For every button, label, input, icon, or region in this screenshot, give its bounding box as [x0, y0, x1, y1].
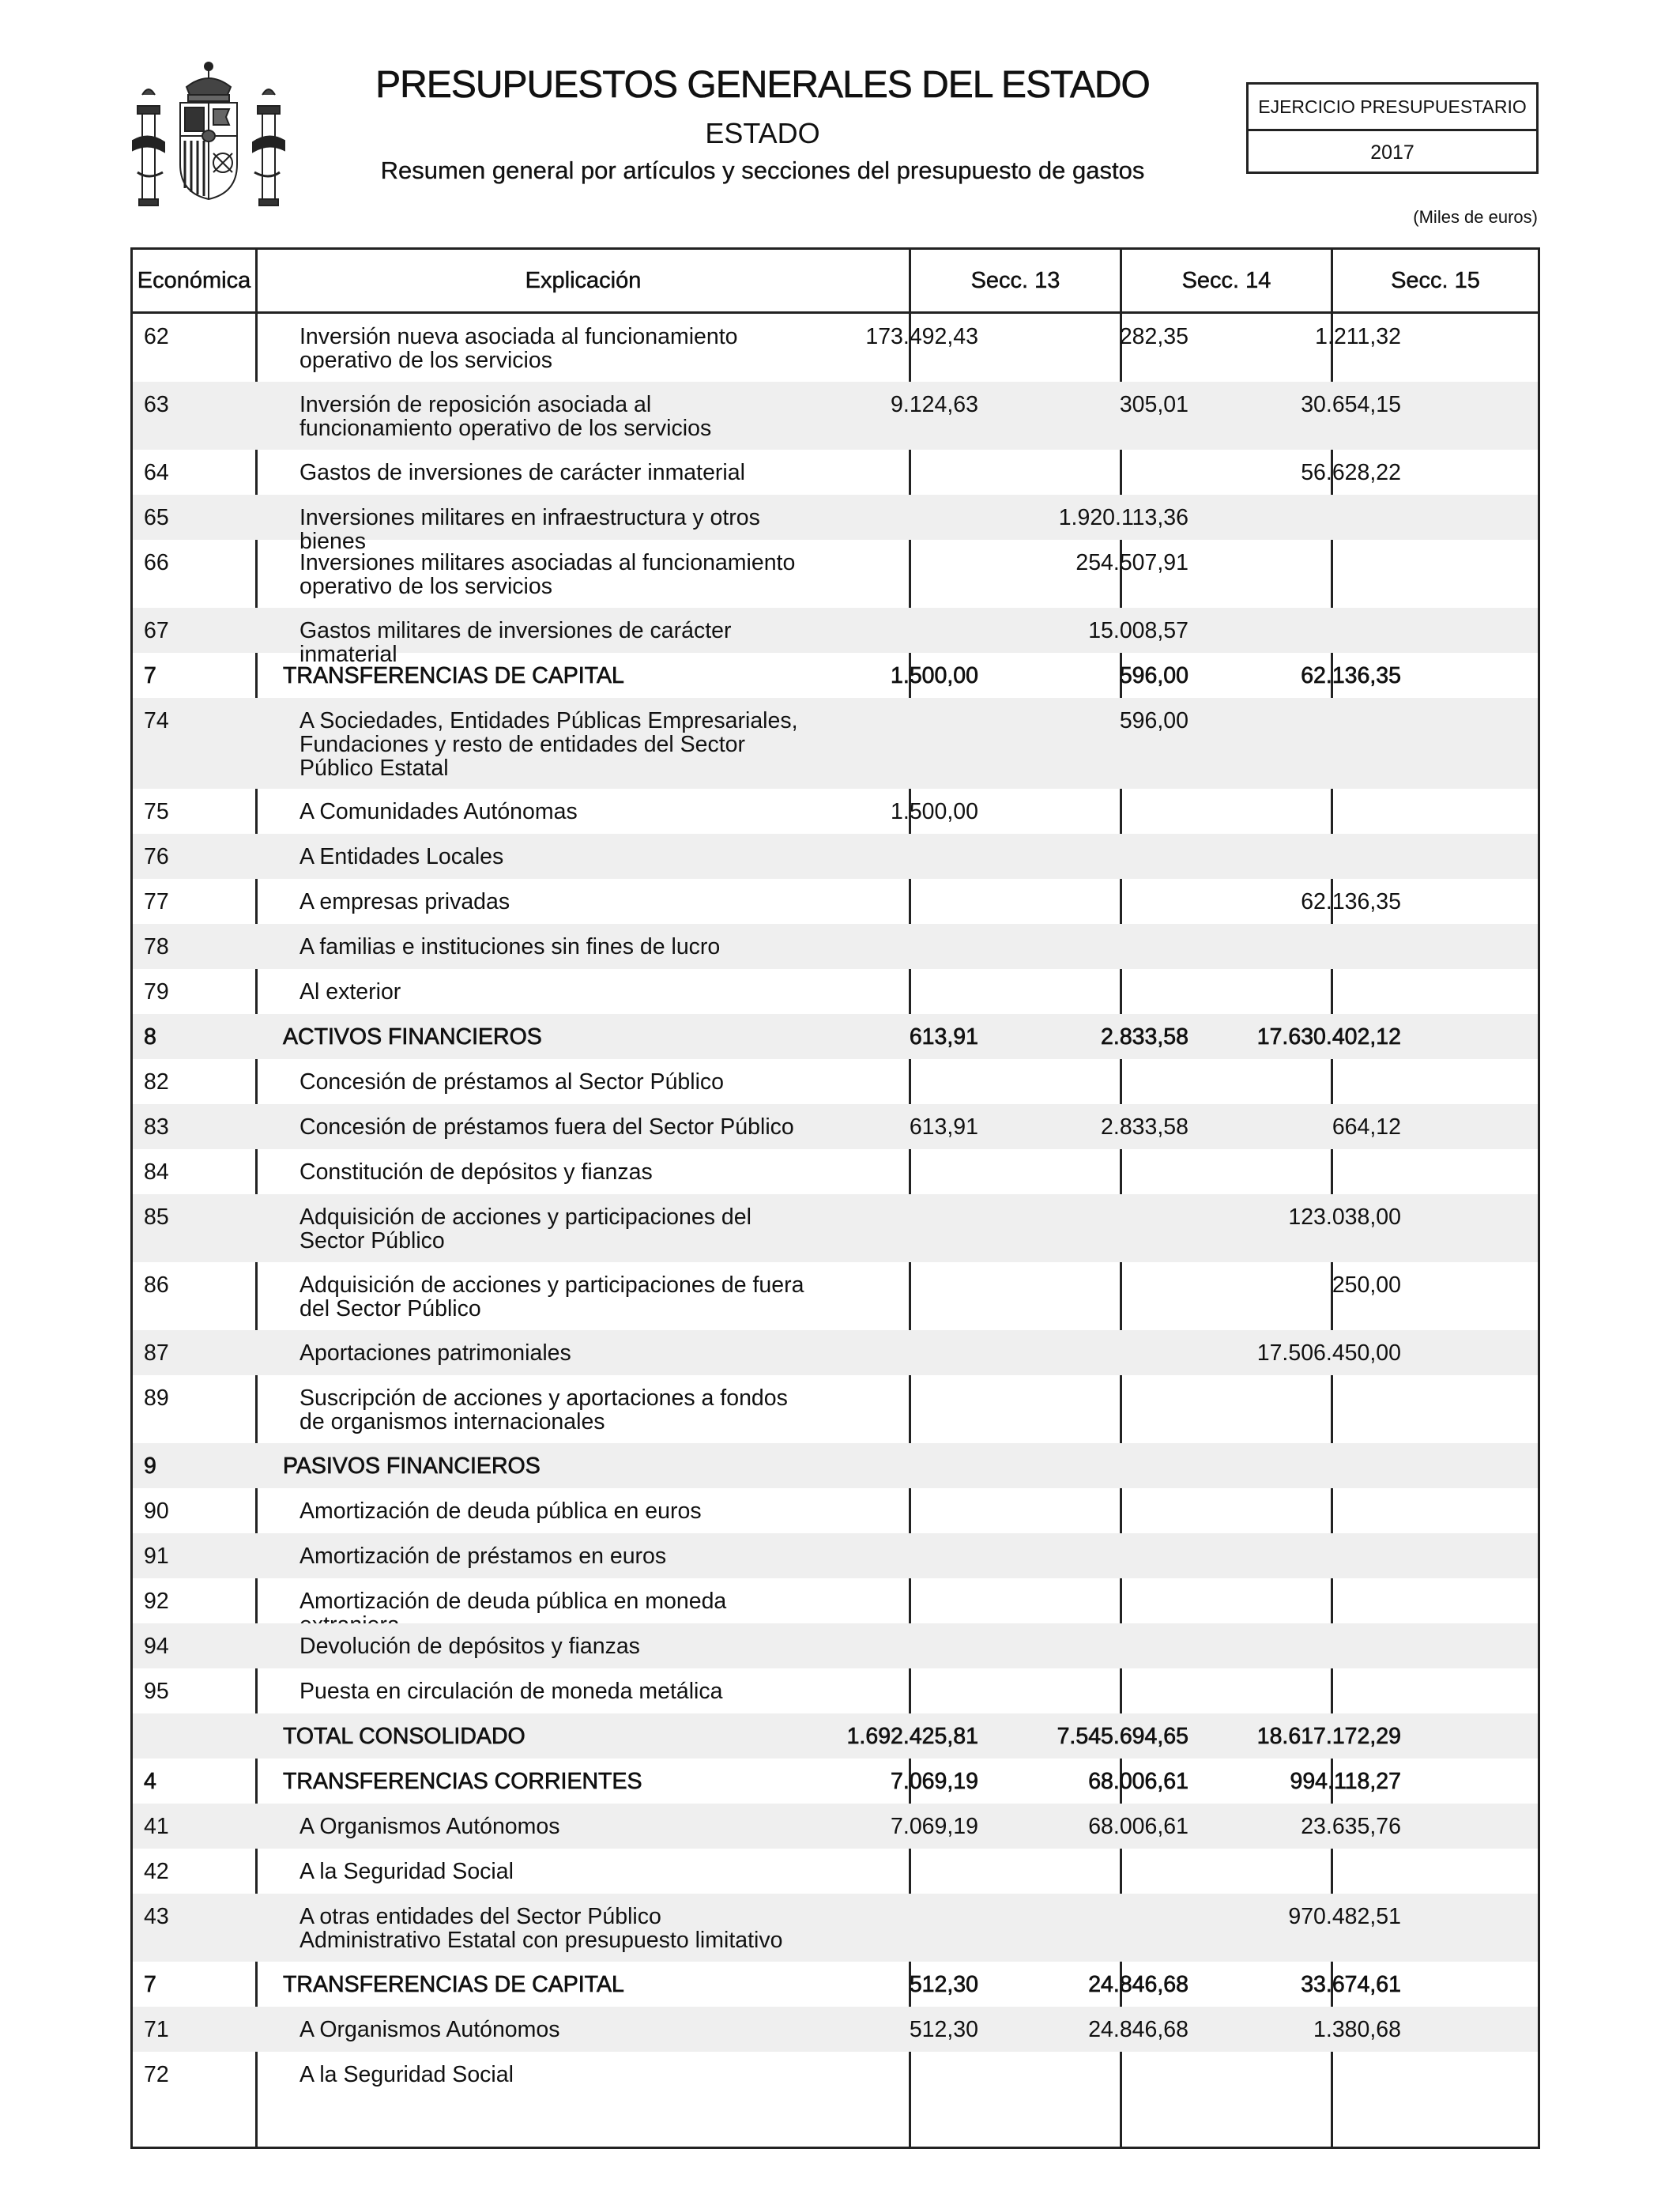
explanation: Amortización de deuda pública en moneda	[299, 1589, 727, 1614]
header-economica: Económica	[137, 268, 251, 293]
table-row	[133, 969, 1538, 1014]
amount-secc-15: 123.038,00	[1288, 1204, 1401, 1230]
economic-code: 90	[144, 1498, 169, 1524]
table-row	[133, 1375, 1538, 1443]
amount-secc-14: 1.920.113,36	[1058, 505, 1188, 530]
amount-secc-14: 15.008,57	[1088, 618, 1188, 643]
amount-secc-14: 68.006,61	[1088, 1769, 1188, 1794]
explanation: A Organismos Autónomos	[299, 2017, 560, 2042]
amount-secc-14: 596,00	[1119, 708, 1188, 733]
table-row	[133, 1759, 1538, 1804]
amount-secc-15: 994.118,27	[1290, 1769, 1401, 1794]
amount-secc-15: 23.635,76	[1301, 1814, 1401, 1839]
explanation: PASIVOS FINANCIEROS	[283, 1453, 541, 1479]
explanation: Devolución de depósitos y fianzas	[299, 1634, 640, 1659]
explanation: TRANSFERENCIAS DE CAPITAL	[283, 1972, 624, 1997]
explanation: ACTIVOS FINANCIEROS	[283, 1024, 542, 1050]
explanation: Concesión de préstamos al Sector Público	[299, 1069, 725, 1095]
table-row	[133, 2007, 1538, 2052]
header-secc-14: Secc. 14	[1181, 268, 1271, 293]
economic-code: 78	[144, 934, 169, 959]
explanation: Amortización de préstamos en euros	[299, 1544, 667, 1569]
explanation: Inversión nueva asociada al funcionamiento operativo de los servicios	[299, 324, 738, 373]
economic-code: 74	[144, 708, 169, 733]
amount-secc-13: 1.692.425,81	[846, 1724, 978, 1749]
amount-secc-15: 17.506.450,00	[1256, 1340, 1401, 1366]
amount-secc-15: 17.630.402,12	[1256, 1024, 1401, 1050]
table-row	[133, 1623, 1538, 1668]
explanation: Gastos militares de inversiones de carácter inmaterial	[299, 618, 732, 667]
table-row	[133, 1533, 1538, 1578]
economic-code: 75	[144, 799, 169, 824]
amount-secc-13: 1.500,00	[891, 663, 978, 688]
amount-secc-15: 62.136,35	[1301, 663, 1401, 688]
explanation: Amortización de deuda pública en euros	[299, 1498, 702, 1524]
document-description: Resumen general por artículos y secciones del presupuesto de gastos	[380, 156, 1145, 184]
amount-secc-15: 250,00	[1332, 1272, 1401, 1298]
explanation: A la Seguridad Social	[299, 1859, 514, 1884]
economic-code: 84	[144, 1159, 169, 1185]
fiscal-year-value: 2017	[1370, 141, 1414, 164]
amount-secc-14: 2.833,58	[1101, 1114, 1188, 1140]
amount-secc-14: 7.545.694,65	[1057, 1724, 1188, 1749]
amount-secc-15: 1.380,68	[1313, 2017, 1401, 2042]
economic-code: 64	[144, 460, 169, 485]
economic-code: 42	[144, 1859, 169, 1884]
explanation: Suscripción de acciones y aportaciones a fondos de organismos internacionales	[299, 1385, 788, 1434]
economic-code: 4	[144, 1769, 156, 1794]
amount-secc-14: 305,01	[1119, 392, 1188, 417]
amount-secc-13: 512,30	[909, 2017, 978, 2042]
amount-secc-15: 30.654,15	[1301, 392, 1401, 417]
table-row	[133, 1194, 1538, 1262]
economic-code: 95	[144, 1679, 169, 1704]
amount-secc-13: 7.069,19	[891, 1769, 978, 1794]
economic-code: 71	[144, 2017, 169, 2042]
fiscal-year-label: EJERCICIO PRESUPUESTARIO	[1249, 85, 1536, 131]
table-row	[133, 450, 1538, 495]
table-row	[133, 2052, 1538, 2097]
explanation: A empresas privadas	[299, 889, 510, 914]
explanation: Puesta en circulación de moneda metálica	[299, 1679, 723, 1704]
explanation: Al exterior	[299, 979, 401, 1005]
amount-secc-14: 68.006,61	[1088, 1814, 1188, 1839]
fiscal-year-box	[1246, 82, 1539, 174]
economic-code: 83	[144, 1114, 169, 1140]
coat-of-arms-emblem	[131, 54, 286, 209]
table-row	[133, 1330, 1538, 1375]
economic-code: 92	[144, 1589, 169, 1614]
explanation: A Entidades Locales	[299, 844, 504, 869]
economic-code: 43	[144, 1904, 169, 1929]
table-row	[133, 1488, 1538, 1533]
economic-code: 77	[144, 889, 169, 914]
units-note: (Miles de euros)	[1413, 207, 1538, 227]
explanation: A la Seguridad Social	[299, 2062, 514, 2087]
amount-secc-13: 613,91	[909, 1114, 978, 1140]
amount-secc-13: 173.492,43	[865, 324, 978, 349]
table-row	[133, 698, 1538, 789]
table-row	[133, 1849, 1538, 1894]
amount-secc-15: 33.674,61	[1301, 1972, 1401, 1997]
budget-table	[130, 247, 1540, 2149]
economic-code: 82	[144, 1069, 169, 1095]
explanation: Aportaciones patrimoniales	[299, 1340, 571, 1366]
table-row	[133, 834, 1538, 879]
explanation: A Organismos Autónomos	[299, 1814, 560, 1839]
amount-secc-14: 24.846,68	[1088, 2017, 1188, 2042]
header-secc-15: Secc. 15	[1391, 268, 1480, 293]
table-row	[133, 789, 1538, 834]
table-row	[133, 1578, 1538, 1623]
table-row	[133, 1668, 1538, 1713]
economic-code: 7	[144, 1972, 156, 1997]
economic-code: 94	[144, 1634, 169, 1659]
amount-secc-15: 18.617.172,29	[1256, 1724, 1401, 1749]
amount-secc-13: 9.124,63	[891, 392, 978, 417]
economic-code: 41	[144, 1814, 169, 1839]
document-title: PRESUPUESTOS GENERALES DEL ESTADO	[375, 64, 1150, 106]
economic-code: 89	[144, 1385, 169, 1411]
table-row	[133, 1713, 1538, 1759]
table-body	[133, 314, 1538, 2097]
table-row	[133, 540, 1538, 608]
table-row	[133, 653, 1538, 698]
economic-code: 9	[144, 1453, 156, 1479]
explanation: Adquisición de acciones y participaciones de fuera del Sector Público	[299, 1272, 804, 1321]
economic-code: 62	[144, 324, 169, 349]
economic-code: 85	[144, 1204, 169, 1230]
table-row	[133, 314, 1538, 382]
explanation: Gastos de inversiones de carácter inmaterial	[299, 460, 745, 485]
table-row	[133, 382, 1538, 450]
economic-code: 87	[144, 1340, 169, 1366]
header-secc-13: Secc. 13	[970, 268, 1060, 293]
economic-code: 66	[144, 550, 169, 575]
amount-secc-13: 512,30	[909, 1972, 978, 1997]
document-subtitle: ESTADO	[705, 117, 820, 149]
economic-code: 79	[144, 979, 169, 1005]
explanation: A Sociedades, Entidades Públicas Empresariales, Fundaciones y resto de entidades del Sector Público Estatal	[299, 708, 798, 781]
amount-secc-15: 56.628,22	[1301, 460, 1401, 485]
amount-secc-14: 282,35	[1119, 324, 1188, 349]
table-row	[133, 1014, 1538, 1059]
explanation: TOTAL CONSOLIDADO	[283, 1724, 525, 1749]
table-row	[133, 1149, 1538, 1194]
table-row	[133, 1894, 1538, 1962]
explanation: Constitución de depósitos y fianzas	[299, 1159, 653, 1185]
explanation: Concesión de préstamos fuera del Sector Público	[299, 1114, 794, 1140]
amount-secc-14: 254.507,91	[1075, 550, 1188, 575]
table-row	[133, 1443, 1538, 1488]
economic-code: 72	[144, 2062, 169, 2087]
amount-secc-14: 2.833,58	[1101, 1024, 1188, 1050]
amount-secc-15: 62.136,35	[1301, 889, 1401, 914]
explanation: Inversiones militares en infraestructura y otros bienes	[299, 505, 760, 554]
amount-secc-15: 970.482,51	[1288, 1904, 1401, 1929]
economic-code: 91	[144, 1544, 169, 1569]
explanation: A otras entidades del Sector Público Administrativo Estatal con presupuesto limitativo	[299, 1904, 783, 1953]
explanation: A familias e instituciones sin fines de lucro	[299, 934, 721, 959]
table-row	[133, 879, 1538, 924]
table-row	[133, 1804, 1538, 1849]
amount-secc-15: 664,12	[1332, 1114, 1401, 1140]
economic-code: 86	[144, 1272, 169, 1298]
amount-secc-14: 596,00	[1119, 663, 1188, 688]
table-row	[133, 495, 1538, 554]
table-row	[133, 924, 1538, 969]
table-row	[133, 608, 1538, 667]
header-explicacion: Explicación	[525, 268, 642, 293]
economic-code: 63	[144, 392, 169, 417]
amount-secc-13: 7.069,19	[891, 1814, 978, 1839]
economic-code: 65	[144, 505, 169, 530]
amount-secc-13: 613,91	[909, 1024, 978, 1050]
table-row	[133, 1262, 1538, 1330]
economic-code: 7	[144, 663, 156, 688]
economic-code: 8	[144, 1024, 156, 1050]
amount-secc-15: 1.211,32	[1315, 324, 1401, 349]
explanation: Adquisición de acciones y participaciones del Sector Público	[299, 1204, 751, 1253]
explanation: Inversión de reposición asociada al funcionamiento operativo de los servicios	[299, 392, 712, 441]
table-header	[133, 250, 1538, 314]
table-row	[133, 1962, 1538, 2007]
economic-code: 76	[144, 844, 169, 869]
explanation: Inversiones militares asociadas al funcionamiento operativo de los servicios	[299, 550, 796, 599]
amount-secc-13: 1.500,00	[891, 799, 978, 824]
explanation: A Comunidades Autónomas	[299, 799, 578, 824]
amount-secc-14: 24.846,68	[1088, 1972, 1188, 1997]
explanation: TRANSFERENCIAS DE CAPITAL	[283, 663, 624, 688]
table-row	[133, 1104, 1538, 1149]
explanation: TRANSFERENCIAS CORRIENTES	[283, 1769, 642, 1794]
economic-code: 67	[144, 618, 169, 643]
table-row	[133, 1059, 1538, 1104]
